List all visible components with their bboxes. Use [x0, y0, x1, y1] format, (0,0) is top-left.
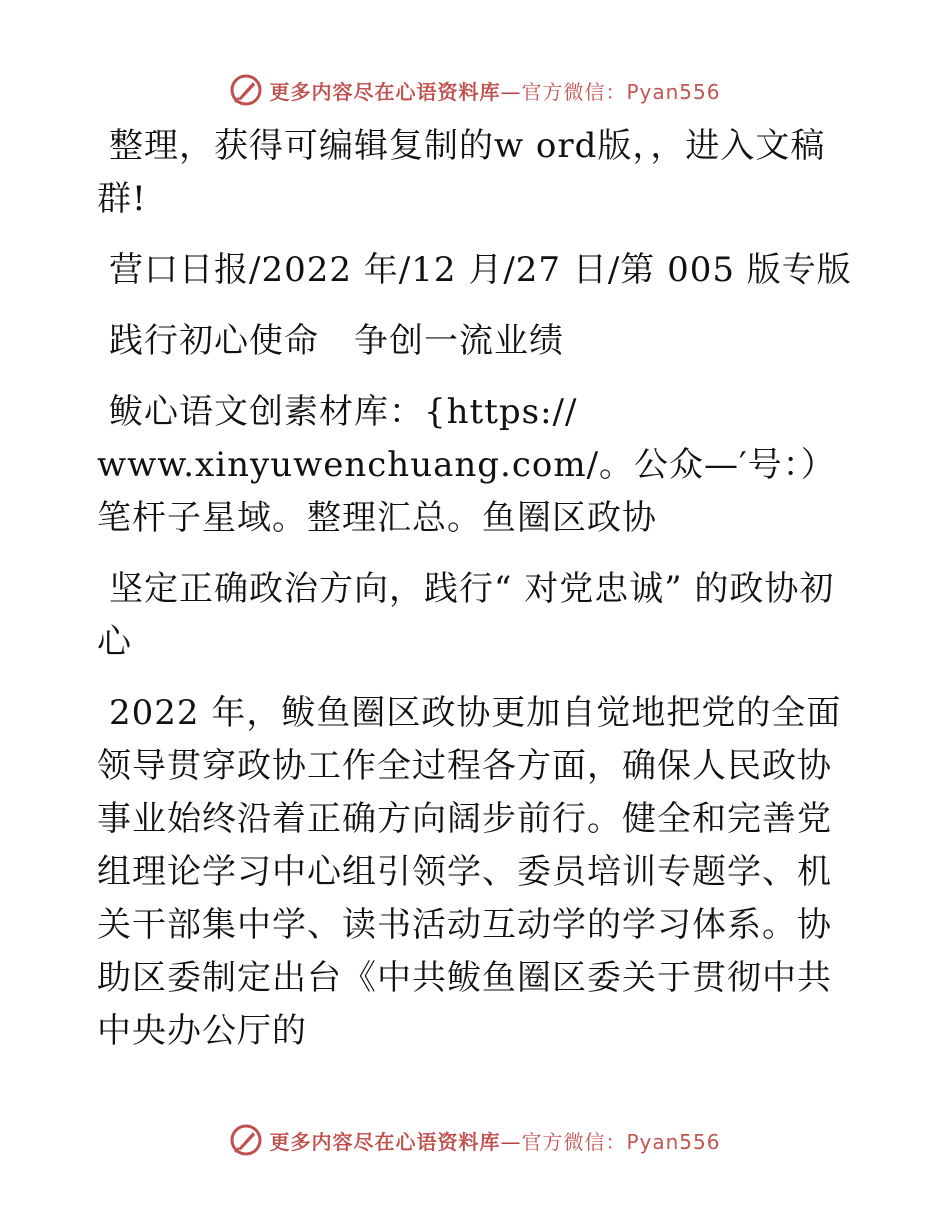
paragraph-body: 2022 年，鲅鱼圈区政协更加自觉地把党的全面领导贯穿政协工作全过程各方面，确保人民政协事业始终沿着正确方向阔步前行。健全和完善党组理论学习中心组引领学、委员培训专题学、机关干部集中学、读书活动互动学的学习体系。协助区委制定出台《中共鲅鱼圈区委关于贯彻中共中央办公厅的	[97, 693, 842, 1051]
document-body	[97, 120, 857, 1058]
paragraph-source: 营口日报/2022 年/12 月/27 日/第 005 版专版	[109, 250, 852, 290]
footer-watermark-banner	[0, 1120, 950, 1160]
banner-text: 更多内容尽在心语资料库—官方微信：Pyan556	[269, 1129, 721, 1154]
quill-logo-icon	[229, 73, 263, 107]
banner-text: 更多内容尽在心语资料库—官方微信：Pyan556	[269, 79, 721, 104]
header-watermark-banner	[0, 70, 950, 110]
paragraph-source-note: 鲅心语文创素材库：{https:// www.xinyuwenchuang.com/。公众—′号：）笔杆子星域。整理汇总。鱼圈区政协	[97, 392, 836, 538]
paragraph-section-title: 坚定正确政治方向，践行“ 对党忠诚” 的政协初心	[97, 569, 835, 662]
paragraph-intro: 整理，获得可编辑复制的w ord版，，进入文稿群!	[97, 126, 826, 219]
quill-logo-icon	[229, 1123, 263, 1157]
paragraph-headline: 践行初心使命 争创一流业绩	[109, 321, 564, 361]
